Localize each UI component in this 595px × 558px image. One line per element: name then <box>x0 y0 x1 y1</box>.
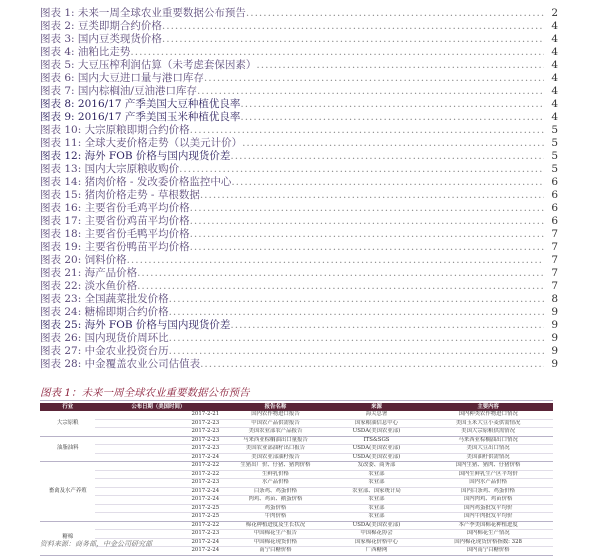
source-cell: 农业部 <box>330 479 423 488</box>
toc-entry[interactable] <box>40 59 558 72</box>
toc-label: 图表 20: <box>40 254 82 266</box>
report-cell: 白条鸡、鸡蛋价格 <box>221 487 330 496</box>
report-cell: 国内农作物进口报告 <box>221 411 330 419</box>
toc-leader <box>40 267 544 280</box>
toc-entry[interactable] <box>40 46 558 59</box>
toc-title: 中金覆盖农业公司估值表 <box>84 358 201 370</box>
toc-title: 大豆压榨利润估算（未考虑套保因素） <box>77 59 257 71</box>
toc-label: 图表 4: <box>40 46 75 58</box>
toc-leader <box>40 7 544 20</box>
toc-entry[interactable] <box>40 72 558 85</box>
data-release-table <box>40 403 553 556</box>
toc-title: 中金农业投资台历 <box>84 345 169 357</box>
toc-entry[interactable] <box>40 163 558 176</box>
toc-title: 淡水鱼价格 <box>84 280 138 292</box>
toc-entry[interactable] <box>40 150 558 163</box>
toc-label: 图表 2: <box>40 20 75 32</box>
toc-title: 国内豆类现货价格 <box>77 33 162 45</box>
table-row <box>40 521 553 530</box>
table-caption: 图表 1：未来一周全球农业重要数据公布预告 <box>40 387 250 399</box>
toc-entry[interactable] <box>40 319 558 332</box>
toc-label: 图表 25: <box>40 319 82 331</box>
toc-leader <box>40 254 544 267</box>
report-cell: 中国棉花现货价格 <box>221 538 330 547</box>
toc-leader <box>40 111 544 124</box>
toc-entry[interactable] <box>40 306 558 319</box>
table-row <box>40 436 553 445</box>
content-cell: 国内肉鸡、鸡苗价格 <box>423 496 553 505</box>
toc-page-number: 8 <box>551 293 558 305</box>
header-report: 报告名称 <box>221 403 330 411</box>
toc-leader <box>40 345 544 358</box>
toc-page-number: 5 <box>551 137 558 149</box>
source-cell: 发改委、商务部 <box>330 462 423 471</box>
header-source: 来源 <box>330 403 423 411</box>
source-cell: 国家粮油信息中心 <box>330 419 423 428</box>
toc-entry[interactable] <box>40 267 558 280</box>
toc-entry[interactable] <box>40 280 558 293</box>
toc-leader <box>40 332 544 345</box>
toc-entry[interactable] <box>40 254 558 267</box>
toc-title: 主要省份鸭苗平均价格 <box>84 241 190 253</box>
source-cell: ITS&SGS <box>330 436 423 445</box>
table-row <box>40 504 553 513</box>
toc-entry[interactable] <box>40 33 558 46</box>
toc-page-number: 5 <box>551 150 558 162</box>
toc-label: 图表 27: <box>40 345 82 357</box>
toc-title: 全球大麦价格走势（以美元计价） <box>84 137 243 149</box>
toc-page-number: 5 <box>551 163 558 175</box>
toc-leader <box>40 150 544 163</box>
category-cell: 糖棉 <box>40 521 95 555</box>
content-cell: 美国大宗原粮供需情况 <box>423 428 553 437</box>
date-cell: 2017-2-23 <box>95 479 221 488</box>
date-cell: 2017-2-22 <box>95 462 221 471</box>
toc-page-number: 4 <box>551 59 558 71</box>
content-cell: 国内棉花现货价格指数: 328 <box>423 538 553 547</box>
toc-label: 图表 19: <box>40 241 82 253</box>
header-date: 公布日期（美国时间） <box>95 403 221 411</box>
toc-title: 2016/17 产季美国大豆种植优良率 <box>77 98 241 110</box>
toc-label: 图表 13: <box>40 163 82 175</box>
toc-label: 图表 17: <box>40 215 82 227</box>
table-row <box>40 445 553 454</box>
toc-leader <box>40 189 544 202</box>
toc-label: 图表 18: <box>40 228 82 240</box>
table-row <box>40 479 553 488</box>
source-cell: USDA(美国农业部) <box>330 428 423 437</box>
source-cell: 中国棉花协会 <box>330 530 423 539</box>
toc-leader <box>40 163 544 176</box>
toc-title: 全国蔬菜批发价格 <box>84 293 169 305</box>
toc-title: 主要省份鸡苗平均价格 <box>84 215 190 227</box>
toc-page-number: 2 <box>551 7 558 19</box>
toc-entry[interactable] <box>40 293 558 306</box>
report-cell: 水产品价格 <box>221 479 330 488</box>
toc-page-number: 4 <box>551 72 558 84</box>
report-cell: 中国农产品供需报告 <box>221 419 330 428</box>
toc-title: 主要省份毛鸭平均价格 <box>84 228 190 240</box>
toc-page-number: 7 <box>551 254 558 266</box>
toc-leader <box>40 98 544 111</box>
table-row <box>40 411 553 419</box>
category-cell: 油脂油料 <box>40 436 95 462</box>
toc-title: 猪肉价格走势 - 草根数据 <box>84 189 200 201</box>
toc-leader <box>40 176 544 189</box>
header-industry: 行业 <box>40 403 95 411</box>
date-cell: 2017-2-25 <box>95 504 221 513</box>
source-cell: USDA(美国农业部) <box>330 453 423 462</box>
toc-page-number: 7 <box>551 228 558 240</box>
table-row <box>40 513 553 522</box>
source-cell: 农业部 <box>330 513 423 522</box>
toc-title: 糖棉即期合约价格 <box>84 306 169 318</box>
toc-entry[interactable] <box>40 345 558 358</box>
content-cell: 国内鸡蛋批发平均价 <box>423 504 553 513</box>
toc-label: 图表 6: <box>40 72 75 84</box>
toc-leader <box>40 20 544 33</box>
category-cell: 大宗原粮 <box>40 411 95 436</box>
toc-title: 国内大宗原粮收购价 <box>84 163 180 175</box>
toc-entry[interactable] <box>40 98 558 111</box>
toc-page-number: 4 <box>551 85 558 97</box>
date-cell: 2017-2-24 <box>95 538 221 547</box>
toc-title: 国内棕榈油/豆油港口库存 <box>77 85 197 97</box>
toc-label: 图表 16: <box>40 202 82 214</box>
toc-title: 豆类即期合约价格 <box>77 20 162 32</box>
date-cell: 2017-2-23 <box>95 419 221 428</box>
content-cell: 国内南宁白糖价格 <box>423 547 553 556</box>
toc-entry[interactable] <box>40 20 558 33</box>
toc-page-number: 7 <box>551 280 558 292</box>
toc-title: 2016/17 产季美国玉米种植优良率 <box>77 111 241 123</box>
header-content: 主要内容 <box>423 403 553 411</box>
toc-leader <box>40 46 544 59</box>
toc-leader <box>40 228 544 241</box>
table-body <box>40 411 553 555</box>
toc-title: 油粕比走势 <box>77 46 131 58</box>
toc-entry[interactable] <box>40 111 558 124</box>
source-cell: 农业部 <box>330 470 423 479</box>
table-row <box>40 530 553 539</box>
toc-title: 海外 FOB 价格与国内现货价差 <box>84 150 231 162</box>
toc-title: 海产品价格 <box>84 267 138 279</box>
toc-leader <box>40 202 544 215</box>
date-cell: 2017-2-23 <box>95 436 221 445</box>
toc-label: 图表 1: <box>40 7 75 19</box>
toc-leader <box>40 293 544 306</box>
caption-divider <box>40 400 553 401</box>
report-cell: 生猪出厂价、仔猪、猪肉价格 <box>221 462 330 471</box>
toc-page-number: 6 <box>551 189 558 201</box>
toc-label: 图表 14: <box>40 176 82 188</box>
date-cell: 2017-2-24 <box>95 487 221 496</box>
toc-leader <box>40 306 544 319</box>
date-cell: 2017-2-23 <box>95 428 221 437</box>
date-cell: 2017-2-22 <box>95 470 221 479</box>
toc-leader <box>40 59 544 72</box>
toc-label: 图表 28: <box>40 358 82 370</box>
date-cell: 2017-2-24 <box>95 453 221 462</box>
table-row <box>40 419 553 428</box>
source-note: 资料来源：商务部，中金公司研究部 <box>40 540 152 548</box>
toc-label: 图表 15: <box>40 189 82 201</box>
toc-entry[interactable] <box>40 215 558 228</box>
report-cell: 中国棉花生产报告 <box>221 530 330 539</box>
toc-label: 图表 3: <box>40 33 75 45</box>
category-cell: 畜禽及水产养殖 <box>40 462 95 522</box>
report-cell: 棉花种植进度及生长状况 <box>221 521 330 530</box>
table-row <box>40 462 553 471</box>
toc-title: 国内现货价周环比 <box>84 332 169 344</box>
content-cell: 国内生猪、猪肉、仔猪价格 <box>423 462 553 471</box>
toc-leader <box>40 72 544 85</box>
toc-label: 图表 12: <box>40 150 82 162</box>
toc-entry[interactable] <box>40 241 558 254</box>
table-row <box>40 496 553 505</box>
toc-label: 图表 22: <box>40 280 82 292</box>
toc-label: 图表 21: <box>40 267 82 279</box>
toc-leader <box>40 124 544 137</box>
content-cell: 国内水产品价格 <box>423 479 553 488</box>
toc-page-number: 4 <box>551 98 558 110</box>
toc-entry[interactable] <box>40 332 558 345</box>
source-cell: 国家棉花价格中心 <box>330 538 423 547</box>
report-cell: 肉鸡、鸡苗、鹅蛋价格 <box>221 496 330 505</box>
content-cell: 美国大豆出口情况 <box>423 445 553 454</box>
toc-title: 国内大豆进口量与港口库存 <box>77 72 204 84</box>
toc-entry[interactable] <box>40 202 558 215</box>
report-cell: 美国农业部农产品报告 <box>221 428 330 437</box>
source-cell: 海关总署 <box>330 411 423 419</box>
report-cell: 南宁白糖价格 <box>221 547 330 556</box>
toc-title: 猪肉价格 - 发改委价格监控中心 <box>84 176 232 188</box>
toc-page-number: 6 <box>551 202 558 214</box>
date-cell: 2017-2-25 <box>95 513 221 522</box>
date-cell: 2017-2-21 <box>95 411 221 419</box>
content-cell: 国内种类农作物进口情况 <box>423 411 553 419</box>
report-cell: 生鲜乳价格 <box>221 470 330 479</box>
content-cell: 国内生鲜乳生产区平均价 <box>423 470 553 479</box>
toc-entry[interactable] <box>40 7 558 20</box>
toc-label: 图表 11: <box>40 137 82 149</box>
toc-title: 海外 FOB 价格与国内现货价差 <box>84 319 231 331</box>
content-cell: 美国玉米大豆小麦供需情况 <box>423 419 553 428</box>
table-of-figures <box>40 7 558 371</box>
toc-page-number: 9 <box>551 306 558 318</box>
toc-leader <box>40 85 544 98</box>
toc-leader <box>40 280 544 293</box>
table-row <box>40 487 553 496</box>
toc-title: 未来一周全球农业重要数据公布预告 <box>77 7 246 19</box>
source-cell: 农业部 <box>330 504 423 513</box>
toc-page-number: 7 <box>551 267 558 279</box>
report-cell: 美国农业部油籽出口报告 <box>221 445 330 454</box>
report-cell: 鸡蛋价格 <box>221 504 330 513</box>
toc-leader <box>40 33 544 46</box>
toc-page-number: 9 <box>551 332 558 344</box>
toc-leader <box>40 358 544 371</box>
table-row <box>40 428 553 437</box>
content-cell: 马来西亚棕榈油出口情况 <box>423 436 553 445</box>
table-header-row <box>40 403 553 411</box>
toc-page-number: 7 <box>551 241 558 253</box>
toc-title: 大宗原粮即期合约价格 <box>84 124 190 136</box>
source-cell: USDA(美国农业部) <box>330 521 423 530</box>
toc-entry[interactable] <box>40 358 558 371</box>
date-cell: 2017-2-22 <box>95 521 221 530</box>
table-row <box>40 470 553 479</box>
toc-page-number: 6 <box>551 215 558 227</box>
content-cell: 美国油籽供需情况 <box>423 453 553 462</box>
toc-label: 图表 5: <box>40 59 75 71</box>
toc-label: 图表 24: <box>40 306 82 318</box>
toc-entry[interactable] <box>40 124 558 137</box>
content-cell: 国内牛肉批发平均价 <box>423 513 553 522</box>
toc-entry[interactable] <box>40 228 558 241</box>
date-cell: 2017-2-23 <box>95 445 221 454</box>
toc-title: 饲料价格 <box>84 254 127 266</box>
toc-label: 图表 26: <box>40 332 82 344</box>
toc-label: 图表 10: <box>40 124 82 136</box>
toc-page-number: 4 <box>551 33 558 45</box>
toc-page-number: 4 <box>551 46 558 58</box>
toc-leader <box>40 137 544 150</box>
source-cell: 广西糖网 <box>330 547 423 556</box>
date-cell: 2017-2-23 <box>95 530 221 539</box>
toc-entry[interactable] <box>40 189 558 202</box>
source-cell: 农业部、国家统计局 <box>330 487 423 496</box>
toc-label: 图表 23: <box>40 293 82 305</box>
source-cell: 农业部 <box>330 496 423 505</box>
toc-title: 主要省份毛鸡平均价格 <box>84 202 190 214</box>
toc-page-number: 5 <box>551 124 558 136</box>
toc-leader <box>40 241 544 254</box>
toc-entry[interactable] <box>40 137 558 150</box>
toc-page-number: 9 <box>551 358 558 370</box>
toc-page-number: 9 <box>551 345 558 357</box>
toc-page-number: 6 <box>551 176 558 188</box>
toc-page-number: 4 <box>551 111 558 123</box>
table-row <box>40 453 553 462</box>
content-cell: 本产季美国棉花种植进度 <box>423 521 553 530</box>
content-cell: 国内棉花生产情况 <box>423 530 553 539</box>
toc-leader <box>40 319 544 332</box>
toc-leader <box>40 215 544 228</box>
toc-page-number: 9 <box>551 319 558 331</box>
date-cell: 2017-2-24 <box>95 547 221 556</box>
report-cell: 美国农业部油籽报告 <box>221 453 330 462</box>
toc-label: 图表 9: <box>40 111 75 123</box>
source-cell: USDA(美国农业部) <box>330 445 423 454</box>
report-cell: 牛肉价格 <box>221 513 330 522</box>
date-cell: 2017-2-24 <box>95 496 221 505</box>
toc-label: 图表 7: <box>40 85 75 97</box>
toc-label: 图表 8: <box>40 98 75 110</box>
toc-page-number: 4 <box>551 20 558 32</box>
toc-entry[interactable] <box>40 85 558 98</box>
report-cell: 马来西亚棕榈油出口量报告 <box>221 436 330 445</box>
content-cell: 国内白条鸡、鸡蛋价格 <box>423 487 553 496</box>
toc-entry[interactable] <box>40 176 558 189</box>
